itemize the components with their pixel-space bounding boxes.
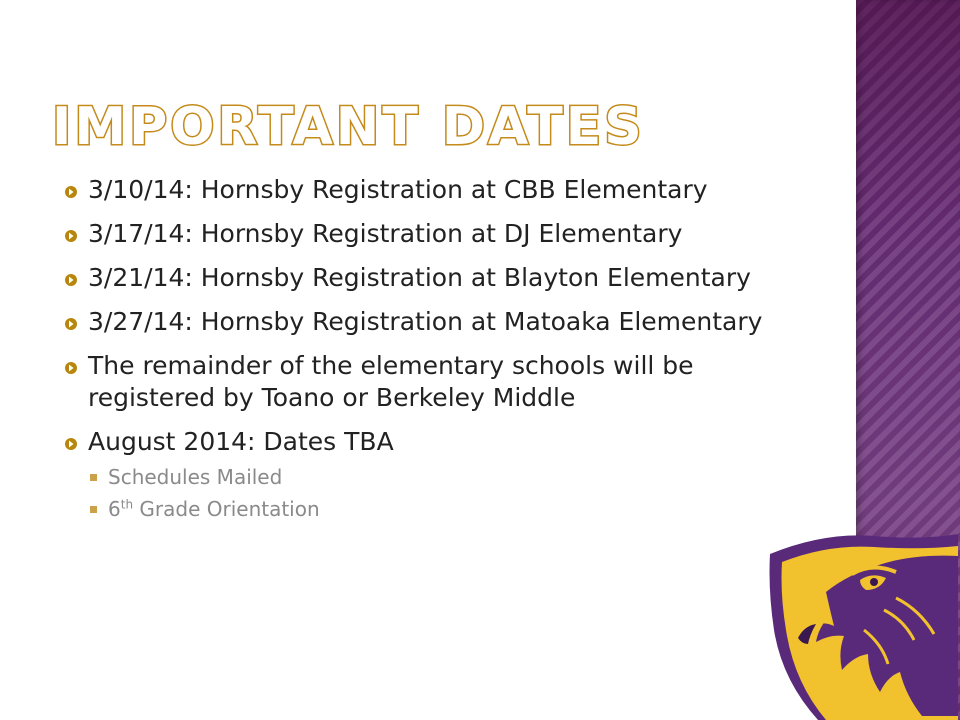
bullet-list xyxy=(62,174,822,528)
sub-bullet-suffix: Grade Orientation xyxy=(133,497,320,521)
list-item xyxy=(62,426,822,458)
sub-list-item xyxy=(88,464,822,490)
bullet-text: August 2014: Dates TBA xyxy=(88,427,394,456)
list-item xyxy=(62,174,822,206)
sub-bullet-text: Schedules Mailed xyxy=(108,465,283,489)
list-item xyxy=(62,306,822,338)
hawk-mascot-logo xyxy=(764,530,960,720)
bullet-text: The remainder of the elementary schools will be registered by Toano or Berkeley Middle xyxy=(88,351,694,412)
bullet-text: 3/10/14: Hornsby Registration at CBB Elementary xyxy=(88,175,708,204)
square-bullet-icon xyxy=(88,496,108,522)
sub-bullet-text xyxy=(108,496,320,522)
bullet-text: 3/21/14: Hornsby Registration at Blayton Elementary xyxy=(88,263,751,292)
square-bullet-icon xyxy=(88,464,108,490)
circle-arrow-bullet-icon xyxy=(62,426,88,454)
slide-title xyxy=(52,84,812,164)
circle-arrow-bullet-icon xyxy=(62,262,88,290)
bullet-text: 3/27/14: Hornsby Registration at Matoaka Elementary xyxy=(88,307,763,336)
circle-arrow-bullet-icon xyxy=(62,174,88,202)
sub-list-item xyxy=(88,496,822,522)
sub-bullet-superscript: th xyxy=(120,497,134,512)
list-item xyxy=(62,350,822,414)
circle-arrow-bullet-icon xyxy=(62,350,88,378)
slide-title-text: Important Dates xyxy=(52,97,645,157)
circle-arrow-bullet-icon xyxy=(62,218,88,246)
bullet-text: 3/17/14: Hornsby Registration at DJ Elementary xyxy=(88,219,683,248)
list-item xyxy=(62,262,822,294)
sub-bullet-prefix: 6 xyxy=(108,497,121,521)
list-item xyxy=(62,218,822,250)
circle-arrow-bullet-icon xyxy=(62,306,88,334)
